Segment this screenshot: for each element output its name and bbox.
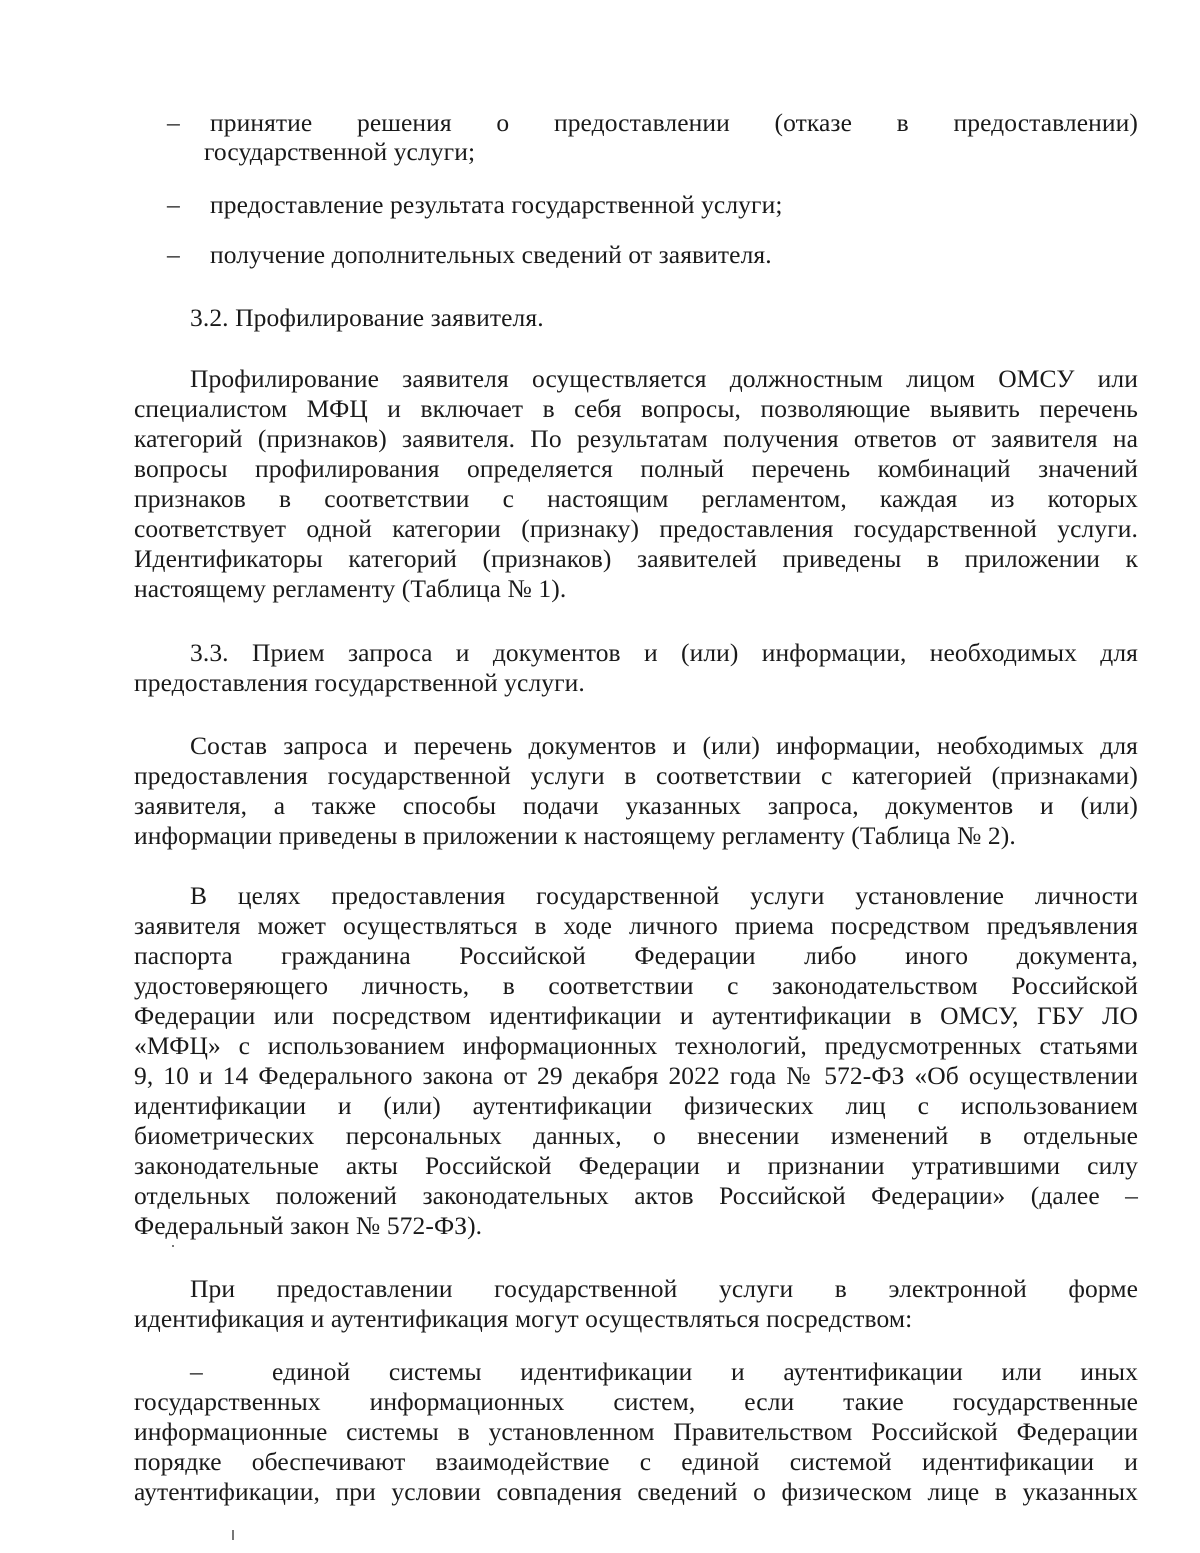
list-item-line: аутентификации, при условии совпадения сведений о физическом лице в указанных bbox=[134, 1477, 1138, 1506]
paragraph-line: удостоверяющего личность, в соответствии с законодательством Российской bbox=[134, 971, 1138, 1000]
list-item-line: предоставление результата государственной услуги; bbox=[210, 190, 783, 219]
paragraph-line: идентификация и аутентификация могут осуществляться посредством: bbox=[134, 1304, 913, 1333]
paragraph-line: отдельных положений законодательных актов Российской Федерации» (далее – bbox=[134, 1181, 1138, 1210]
list-item-line: единой системы идентификации и аутентификации или иных bbox=[272, 1357, 1138, 1386]
list-dash: – bbox=[190, 1357, 203, 1386]
paragraph-line: При предоставлении государственной услуги в электронной форме bbox=[190, 1274, 1138, 1303]
list-item-line: информационные системы в установленном Правительством Российской Федерации bbox=[134, 1417, 1138, 1446]
paragraph-line: законодательные акты Российской Федерации и признании утратившими силу bbox=[134, 1151, 1138, 1180]
paragraph-line: вопросы профилирования определяется полный перечень комбинаций значений bbox=[134, 454, 1138, 483]
list-item-line: получение дополнительных сведений от заявителя. bbox=[210, 240, 772, 269]
paragraph-line: паспорта гражданина Российской Федерации либо иного документа, bbox=[134, 941, 1138, 970]
list-dash: – bbox=[167, 240, 180, 269]
heading-line: предоставления государственной услуги. bbox=[134, 668, 585, 697]
paragraph-line: признаков в соответствии с настоящим регламентом, каждая из которых bbox=[134, 484, 1138, 513]
paragraph-line: заявителя может осуществляться в ходе личного приема посредством предъявления bbox=[134, 911, 1138, 940]
paragraph-line: заявителя, а также способы подачи указанных запроса, документов и (или) bbox=[134, 791, 1138, 820]
paragraph-line: «МФЦ» с использованием информационных технологий, предусмотренных статьями bbox=[134, 1031, 1138, 1060]
paragraph-line: специалистом МФЦ и включает в себя вопросы, позволяющие выявить перечень bbox=[134, 394, 1138, 423]
paragraph-line: биометрических персональных данных, о внесении изменений в отдельные bbox=[134, 1121, 1138, 1150]
heading-line: 3.3. Прием запроса и документов и (или) информации, необходимых для bbox=[190, 638, 1138, 667]
paragraph-line: соответствует одной категории (признаку) предоставления государственной услуги. bbox=[134, 514, 1138, 543]
paragraph-line: идентификации и (или) аутентификации физических лиц с использованием bbox=[134, 1091, 1138, 1120]
paragraph-line: настоящему регламенту (Таблица № 1). bbox=[134, 574, 567, 603]
list-item-line: порядке обеспечивают взаимодействие с единой системой идентификации и bbox=[134, 1447, 1138, 1476]
paragraph-line: В целях предоставления государственной услуги установление личности bbox=[190, 881, 1138, 910]
list-item-line: государственных информационных систем, если такие государственные bbox=[134, 1387, 1138, 1416]
section-heading: 3.2. Профилирование заявителя. bbox=[190, 303, 544, 332]
paragraph-line: Идентификаторы категорий (признаков) заявителей приведены в приложении к bbox=[134, 544, 1138, 573]
list-item-line: государственной услуги; bbox=[204, 137, 476, 166]
scan-speck bbox=[232, 1530, 234, 1540]
paragraph-line: Федерации или посредством идентификации и аутентификации в ОМСУ, ГБУ ЛО bbox=[134, 1001, 1138, 1030]
list-dash: – bbox=[167, 190, 180, 219]
paragraph-line: Федеральный закон № 572-ФЗ). bbox=[134, 1211, 483, 1240]
paragraph-line: информации приведены в приложении к настоящему регламенту (Таблица № 2). bbox=[134, 821, 1016, 850]
paragraph-line: Состав запроса и перечень документов и (или) информации, необходимых для bbox=[190, 731, 1138, 760]
paragraph-line: 9, 10 и 14 Федерального закона от 29 декабря 2022 года № 572-ФЗ «Об осуществлении bbox=[134, 1061, 1138, 1090]
scan-speck bbox=[172, 1245, 174, 1247]
paragraph-line: категорий (признаков) заявителя. По результатам получения ответов от заявителя на bbox=[134, 424, 1138, 453]
paragraph-line: предоставления государственной услуги в соответствии с категорией (признаками) bbox=[134, 761, 1138, 790]
list-dash: – bbox=[167, 108, 180, 137]
list-item-line: принятие решения о предоставлении (отказе в предоставлении) bbox=[210, 108, 1138, 137]
paragraph-line: Профилирование заявителя осуществляется должностным лицом ОМСУ или bbox=[190, 364, 1138, 393]
